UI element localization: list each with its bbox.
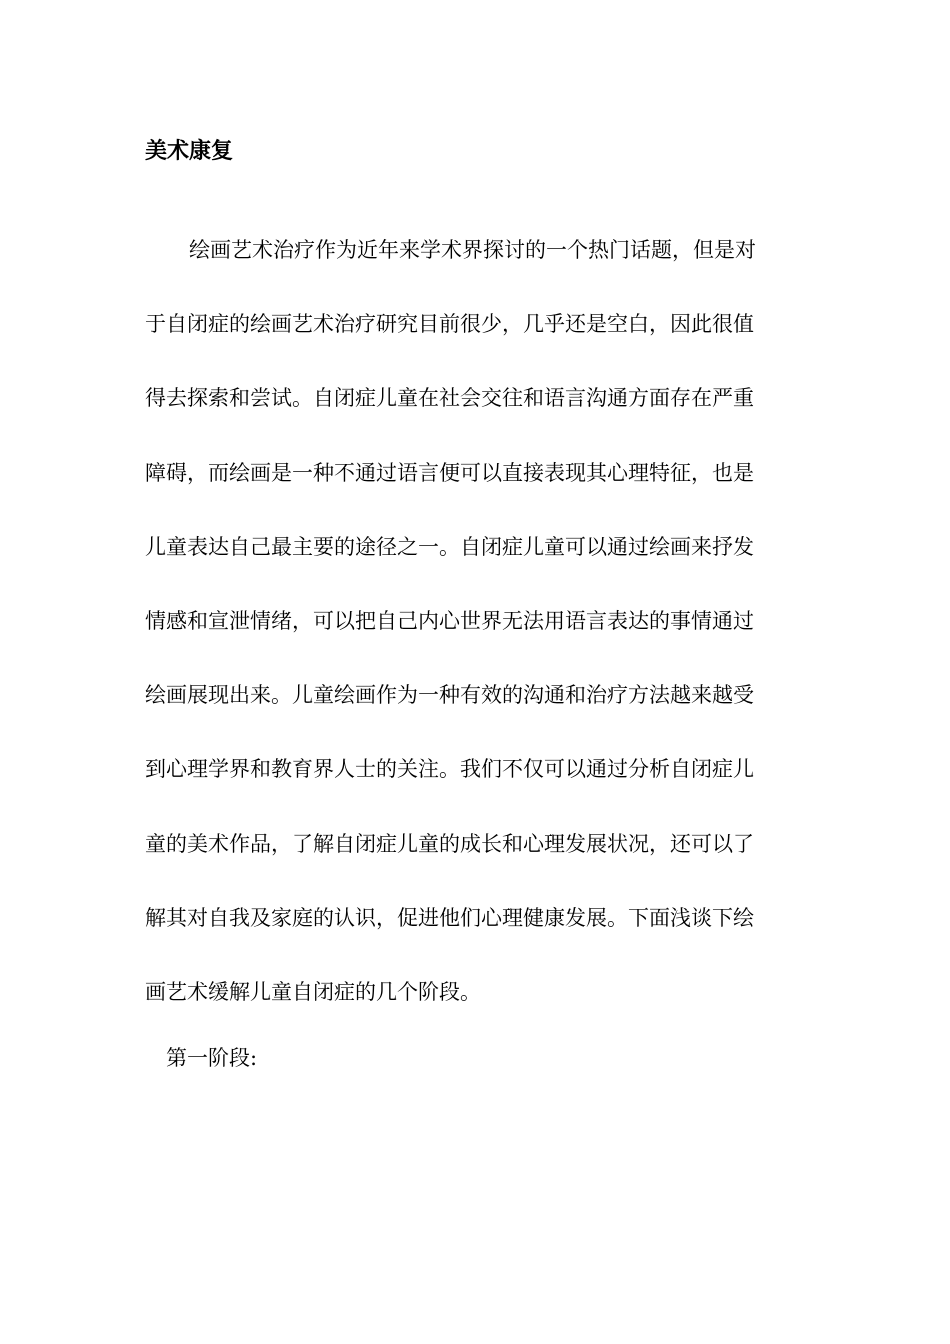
paragraph-line: 障碍，而绘画是一种不通过语言便可以直接表现其心理特征，也是 <box>145 460 754 485</box>
paragraph-line: 得去探索和尝试。自闭症儿童在社会交往和语言沟通方面存在严重 <box>145 386 754 411</box>
paragraph-line: 情感和宣泄情绪，可以把自己内心世界无法用语言表达的事情通过 <box>145 608 754 633</box>
document-title: 美术康复 <box>145 138 234 164</box>
paragraph-line: 解其对自我及家庭的认识，促进他们心理健康发展。下面浅谈下绘 <box>145 905 754 930</box>
body-paragraph <box>145 230 805 1046</box>
paragraph-line: 于自闭症的绘画艺术治疗研究目前很少，几乎还是空白，因此很值 <box>145 312 754 337</box>
paragraph-line: 绘画展现出来。儿童绘画作为一种有效的沟通和治疗方法越来越受 <box>145 683 754 708</box>
paragraph-line: 绘画艺术治疗作为近年来学术界探讨的一个热门话题，但是对 <box>189 238 756 262</box>
paragraph-line: 儿童表达自己最主要的途径之一。自闭症儿童可以通过绘画来抒发 <box>145 534 754 559</box>
section-subheading: 第一阶段: <box>166 1046 258 1070</box>
paragraph-line: 到心理学界和教育界人士的关注。我们不仅可以通过分析自闭症儿 <box>145 757 754 782</box>
paragraph-line: 画艺术缓解儿童自闭症的几个阶段。 <box>145 979 481 1004</box>
paragraph-line: 童的美术作品，了解自闭症儿童的成长和心理发展状况，还可以了 <box>145 831 754 856</box>
